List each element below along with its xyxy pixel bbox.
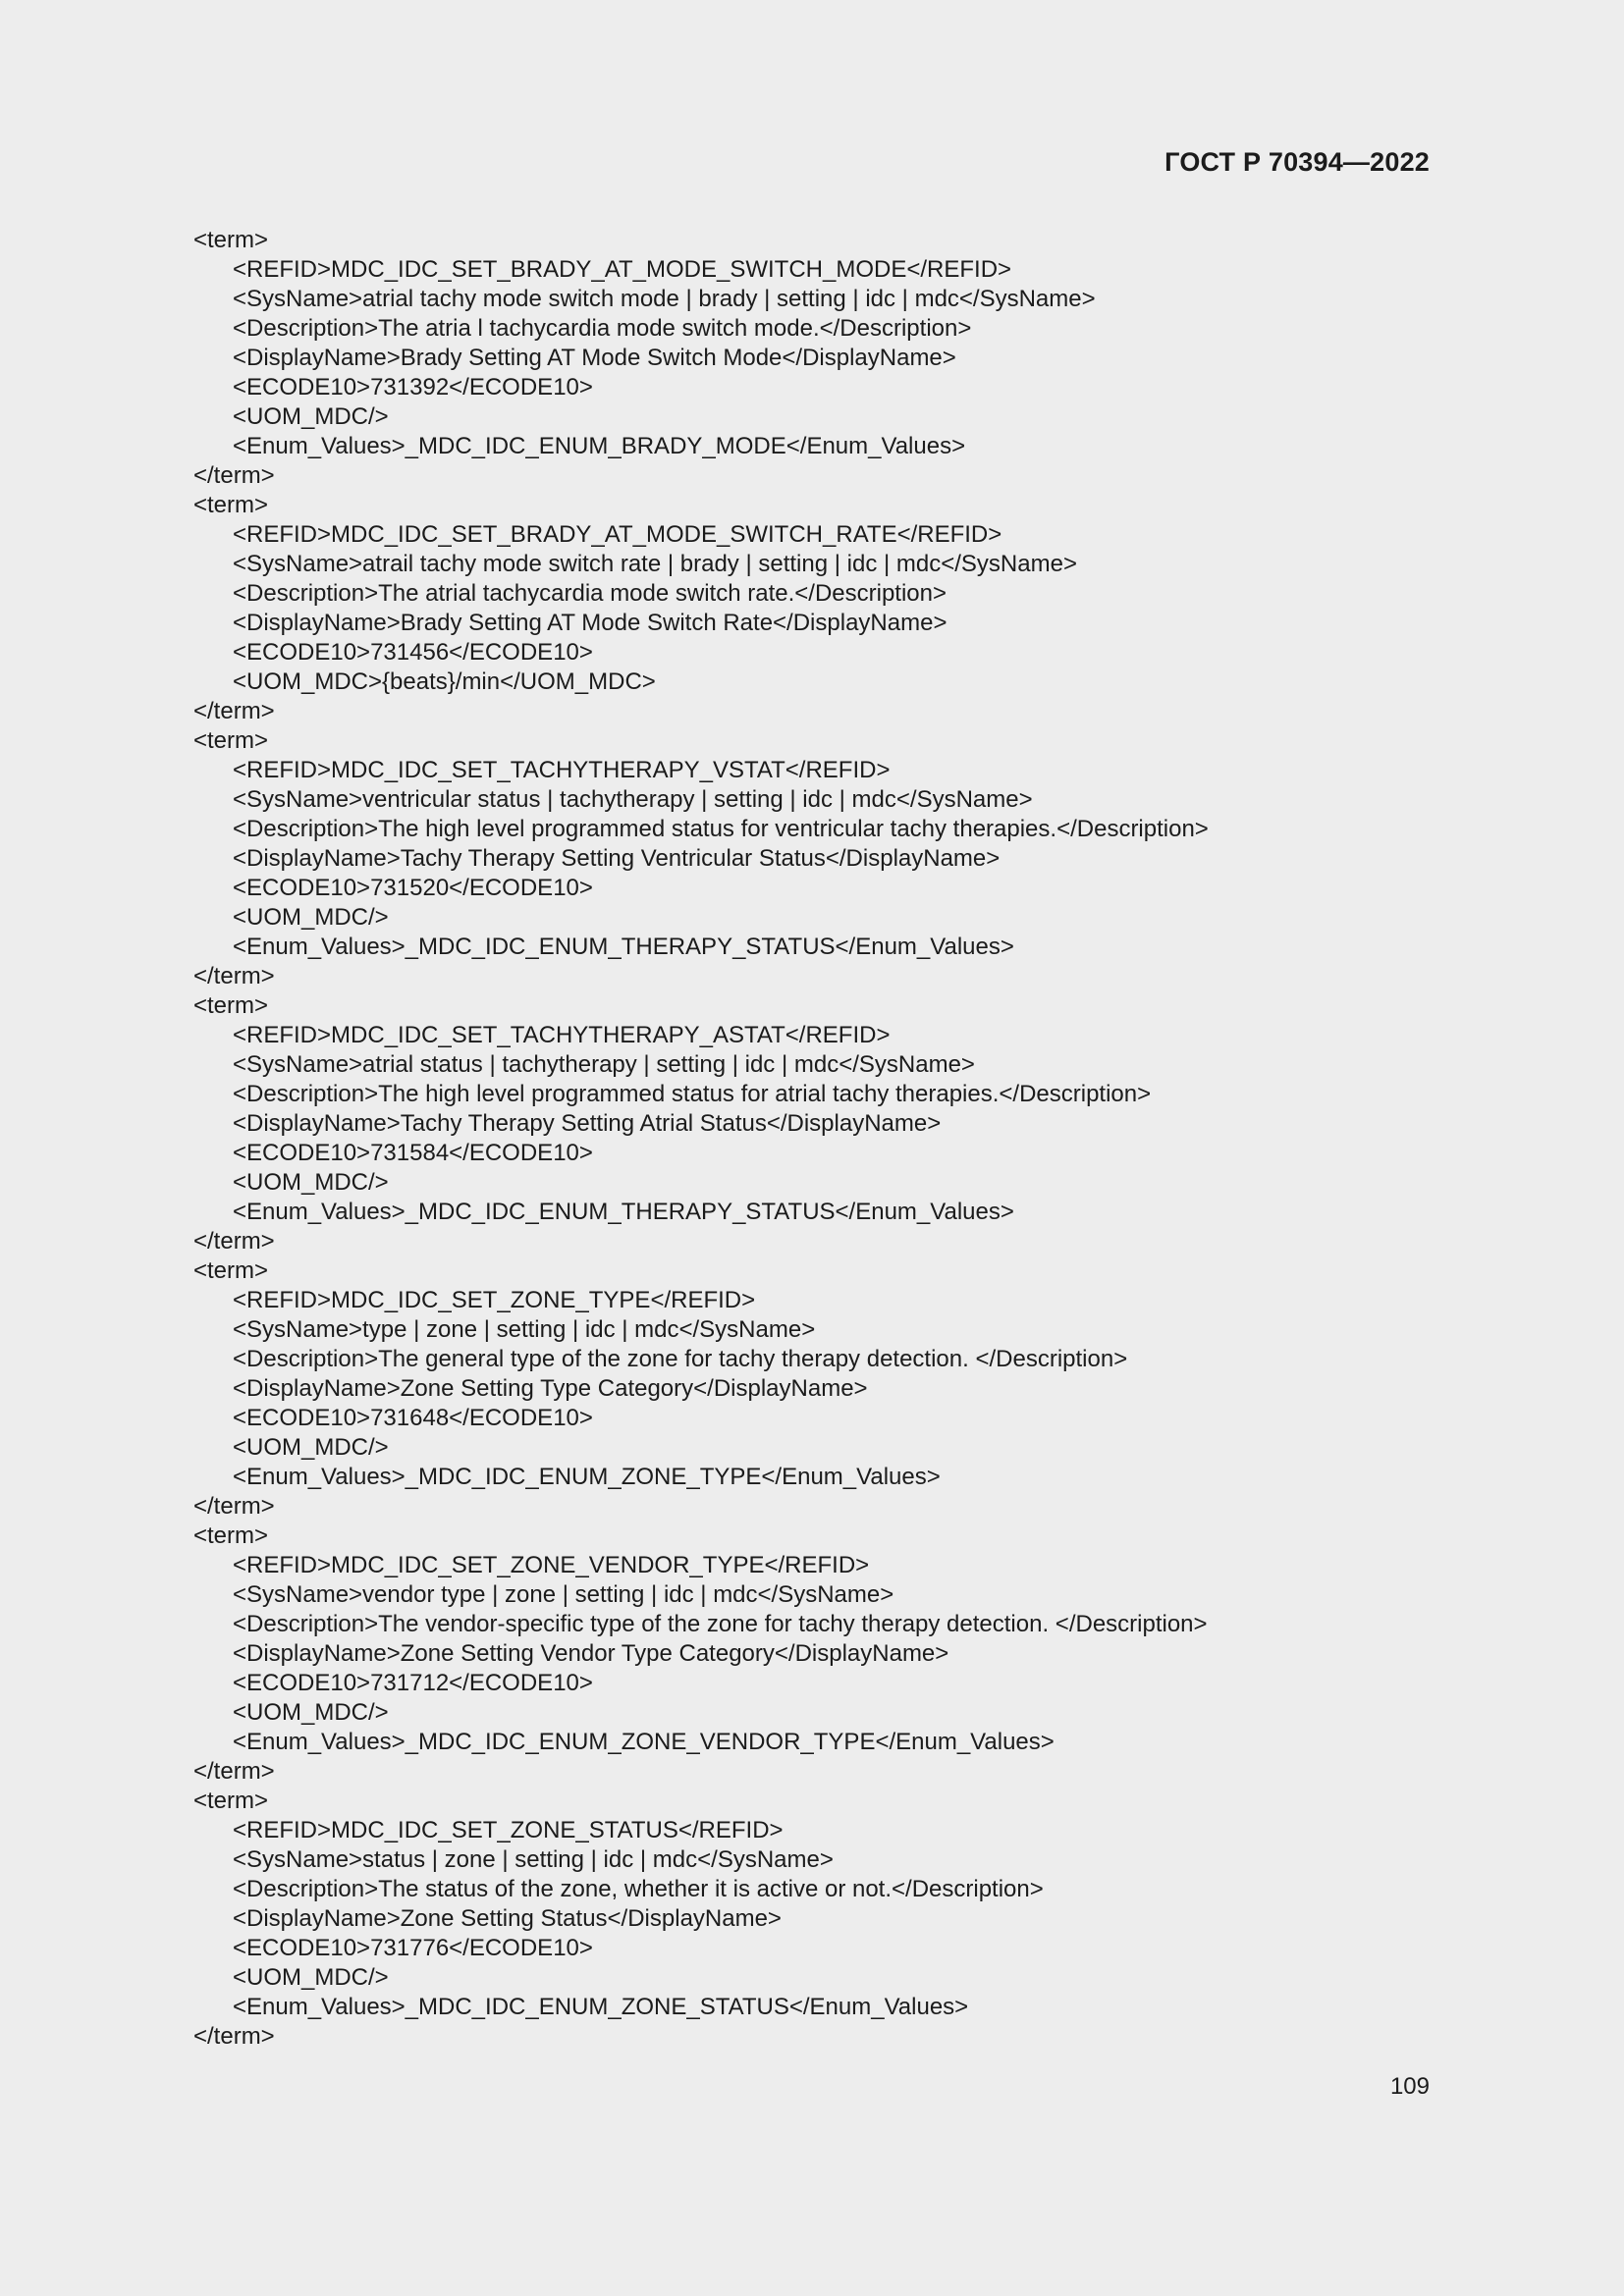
uom-mdc-line: <UOM_MDC/>: [233, 1964, 389, 1991]
displayname-line: <DisplayName>Zone Setting Status</DisplayName>: [233, 1905, 782, 1932]
displayname-line: <DisplayName>Tachy Therapy Setting Atrial Status</DisplayName>: [233, 1110, 942, 1137]
term-close-tag: </term>: [193, 2023, 275, 2050]
term-block: [193, 1522, 1431, 1787]
term-open-tag: <term>: [193, 227, 269, 253]
description-line: <Description>The status of the zone, whether it is active or not.</Description>: [233, 1876, 1044, 1902]
refid-line: <REFID>MDC_IDC_SET_TACHYTHERAPY_ASTAT</REFID>: [233, 1022, 891, 1048]
sysname-line: <SysName>vendor type | zone | setting | idc | mdc</SysName>: [233, 1581, 894, 1608]
ecode10-line: <ECODE10>731776</ECODE10>: [233, 1935, 593, 1961]
document-code-header: ГОСТ Р 70394—2022: [1164, 147, 1430, 177]
sysname-line: <SysName>type | zone | setting | idc | mdc</SysName>: [233, 1316, 816, 1343]
term-close-tag: </term>: [193, 963, 275, 989]
ecode10-line: <ECODE10>731520</ECODE10>: [233, 875, 593, 901]
displayname-line: <DisplayName>Tachy Therapy Setting Ventricular Status</DisplayName>: [233, 845, 1001, 872]
displayname-line: <DisplayName>Zone Setting Type Category</DisplayName>: [233, 1375, 868, 1402]
refid-line: <REFID>MDC_IDC_SET_ZONE_TYPE</REFID>: [233, 1287, 756, 1313]
term-block: [193, 991, 1431, 1256]
enum-values-line: <Enum_Values>_MDC_IDC_ENUM_THERAPY_STATUS</Enum_Values>: [233, 934, 1014, 960]
description-line: <Description>The atrial tachycardia mode switch rate.</Description>: [233, 580, 947, 607]
ecode10-line: <ECODE10>731648</ECODE10>: [233, 1405, 593, 1431]
term-close-tag: </term>: [193, 698, 275, 724]
term-close-tag: </term>: [193, 1493, 275, 1520]
displayname-line: <DisplayName>Brady Setting AT Mode Switch Mode</DisplayName>: [233, 345, 956, 371]
refid-line: <REFID>MDC_IDC_SET_BRADY_AT_MODE_SWITCH_RATE</REFID>: [233, 521, 1002, 548]
sysname-line: <SysName>atrail tachy mode switch rate | brady | setting | idc | mdc</SysName>: [233, 551, 1077, 577]
refid-line: <REFID>MDC_IDC_SET_ZONE_VENDOR_TYPE</REFID>: [233, 1552, 870, 1578]
xml-term-listing: [193, 226, 1431, 2052]
enum-values-line: <Enum_Values>_MDC_IDC_ENUM_BRADY_MODE</Enum_Values>: [233, 433, 966, 459]
uom-mdc-line: <UOM_MDC/>: [233, 904, 389, 931]
term-block: [193, 226, 1431, 491]
term-open-tag: <term>: [193, 727, 269, 754]
enum-values-line: <Enum_Values>_MDC_IDC_ENUM_ZONE_STATUS</Enum_Values>: [233, 1994, 969, 2020]
term-block: [193, 1256, 1431, 1522]
description-line: <Description>The vendor-specific type of the zone for tachy therapy detection. </Description>: [233, 1611, 1208, 1637]
refid-line: <REFID>MDC_IDC_SET_BRADY_AT_MODE_SWITCH_MODE</REFID>: [233, 256, 1012, 283]
term-open-tag: <term>: [193, 1788, 269, 1814]
sysname-line: <SysName>status | zone | setting | idc | mdc</SysName>: [233, 1846, 834, 1873]
enum-values-line: <Enum_Values>_MDC_IDC_ENUM_ZONE_VENDOR_TYPE</Enum_Values>: [233, 1729, 1055, 1755]
ecode10-line: <ECODE10>731392</ECODE10>: [233, 374, 593, 400]
ecode10-line: <ECODE10>731712</ECODE10>: [233, 1670, 593, 1696]
uom-mdc-line: <UOM_MDC/>: [233, 1434, 389, 1461]
description-line: <Description>The general type of the zone for tachy therapy detection. </Description>: [233, 1346, 1128, 1372]
term-close-tag: </term>: [193, 1228, 275, 1255]
displayname-line: <DisplayName>Zone Setting Vendor Type Category</DisplayName>: [233, 1640, 949, 1667]
ecode10-line: <ECODE10>731584</ECODE10>: [233, 1140, 593, 1166]
term-block: [193, 726, 1431, 991]
sysname-line: <SysName>atrial tachy mode switch mode | brady | setting | idc | mdc</SysName>: [233, 286, 1096, 312]
description-line: <Description>The high level programmed status for atrial tachy therapies.</Description>: [233, 1081, 1152, 1107]
enum-values-line: <Enum_Values>_MDC_IDC_ENUM_ZONE_TYPE</Enum_Values>: [233, 1464, 941, 1490]
enum-values-line: <Enum_Values>_MDC_IDC_ENUM_THERAPY_STATUS</Enum_Values>: [233, 1199, 1014, 1225]
refid-line: <REFID>MDC_IDC_SET_ZONE_STATUS</REFID>: [233, 1817, 784, 1843]
term-open-tag: <term>: [193, 1257, 269, 1284]
term-open-tag: <term>: [193, 1522, 269, 1549]
term-close-tag: </term>: [193, 1758, 275, 1785]
displayname-line: <DisplayName>Brady Setting AT Mode Switch Rate</DisplayName>: [233, 610, 947, 636]
term-open-tag: <term>: [193, 992, 269, 1019]
uom-mdc-line: <UOM_MDC/>: [233, 1699, 389, 1726]
sysname-line: <SysName>atrial status | tachytherapy | setting | idc | mdc</SysName>: [233, 1051, 975, 1078]
ecode10-line: <ECODE10>731456</ECODE10>: [233, 639, 593, 666]
term-close-tag: </term>: [193, 462, 275, 489]
sysname-line: <SysName>ventricular status | tachytherapy | setting | idc | mdc</SysName>: [233, 786, 1033, 813]
description-line: <Description>The atria l tachycardia mode switch mode.</Description>: [233, 315, 972, 342]
term-block: [193, 491, 1431, 726]
page-number: 109: [1389, 2073, 1430, 2100]
description-line: <Description>The high level programmed status for ventricular tachy therapies.</Description>: [233, 816, 1209, 842]
uom-mdc-line: <UOM_MDC/>: [233, 403, 389, 430]
uom-mdc-line: <UOM_MDC>{beats}/min</UOM_MDC>: [233, 668, 656, 695]
term-block: [193, 1787, 1431, 2052]
uom-mdc-line: <UOM_MDC/>: [233, 1169, 389, 1196]
refid-line: <REFID>MDC_IDC_SET_TACHYTHERAPY_VSTAT</REFID>: [233, 757, 891, 783]
term-open-tag: <term>: [193, 492, 269, 518]
